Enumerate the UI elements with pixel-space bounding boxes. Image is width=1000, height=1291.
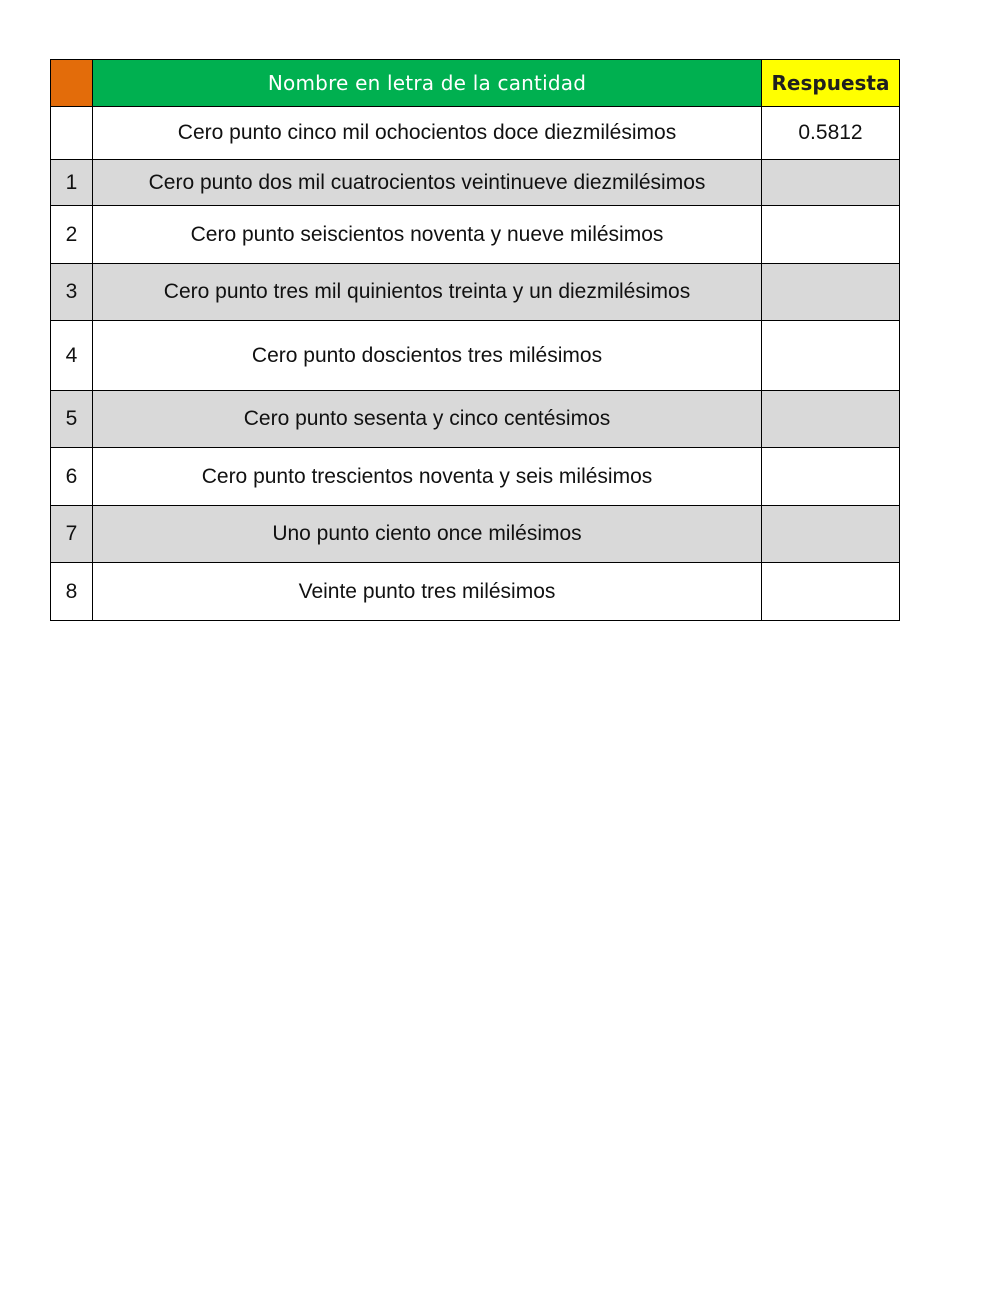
row-name: Cero punto cinco mil ochocientos doce diezmilésimos [93, 107, 762, 160]
answer-input-cell[interactable] [762, 321, 900, 391]
row-name: Cero punto seiscientos noventa y nueve milésimos [93, 206, 762, 264]
table-header-row [51, 60, 900, 107]
row-number: 1 [51, 160, 93, 206]
table-row [51, 321, 900, 391]
row-number [51, 107, 93, 160]
table-row [51, 264, 900, 321]
header-number-cell [51, 60, 93, 107]
row-name: Cero punto sesenta y cinco centésimos [93, 391, 762, 448]
table-row [51, 160, 900, 206]
answer-input-cell[interactable] [762, 160, 900, 206]
table-row-example [51, 107, 900, 160]
table-row [51, 206, 900, 264]
answer-input-cell[interactable] [762, 206, 900, 264]
answer-input-cell[interactable] [762, 391, 900, 448]
row-number: 4 [51, 321, 93, 391]
row-name: Cero punto trescientos noventa y seis milésimos [93, 448, 762, 506]
row-number: 3 [51, 264, 93, 321]
table-row [51, 391, 900, 448]
table-row [51, 448, 900, 506]
row-number: 8 [51, 563, 93, 621]
row-number: 6 [51, 448, 93, 506]
decimal-names-table [50, 59, 900, 621]
answer-input-cell[interactable] [762, 506, 900, 563]
answer-input-cell[interactable] [762, 448, 900, 506]
row-answer: 0.5812 [762, 107, 900, 160]
table-row [51, 563, 900, 621]
row-number: 5 [51, 391, 93, 448]
answer-input-cell[interactable] [762, 563, 900, 621]
row-name: Cero punto doscientos tres milésimos [93, 321, 762, 391]
header-answer-cell: Respuesta [762, 60, 900, 107]
table-row [51, 506, 900, 563]
row-number: 2 [51, 206, 93, 264]
row-name: Veinte punto tres milésimos [93, 563, 762, 621]
row-name: Cero punto dos mil cuatrocientos veintinueve diezmilésimos [93, 160, 762, 206]
header-name-cell: Nombre en letra de la cantidad [93, 60, 762, 107]
row-name: Uno punto ciento once milésimos [93, 506, 762, 563]
row-number: 7 [51, 506, 93, 563]
row-name: Cero punto tres mil quinientos treinta y un diezmilésimos [93, 264, 762, 321]
answer-input-cell[interactable] [762, 264, 900, 321]
